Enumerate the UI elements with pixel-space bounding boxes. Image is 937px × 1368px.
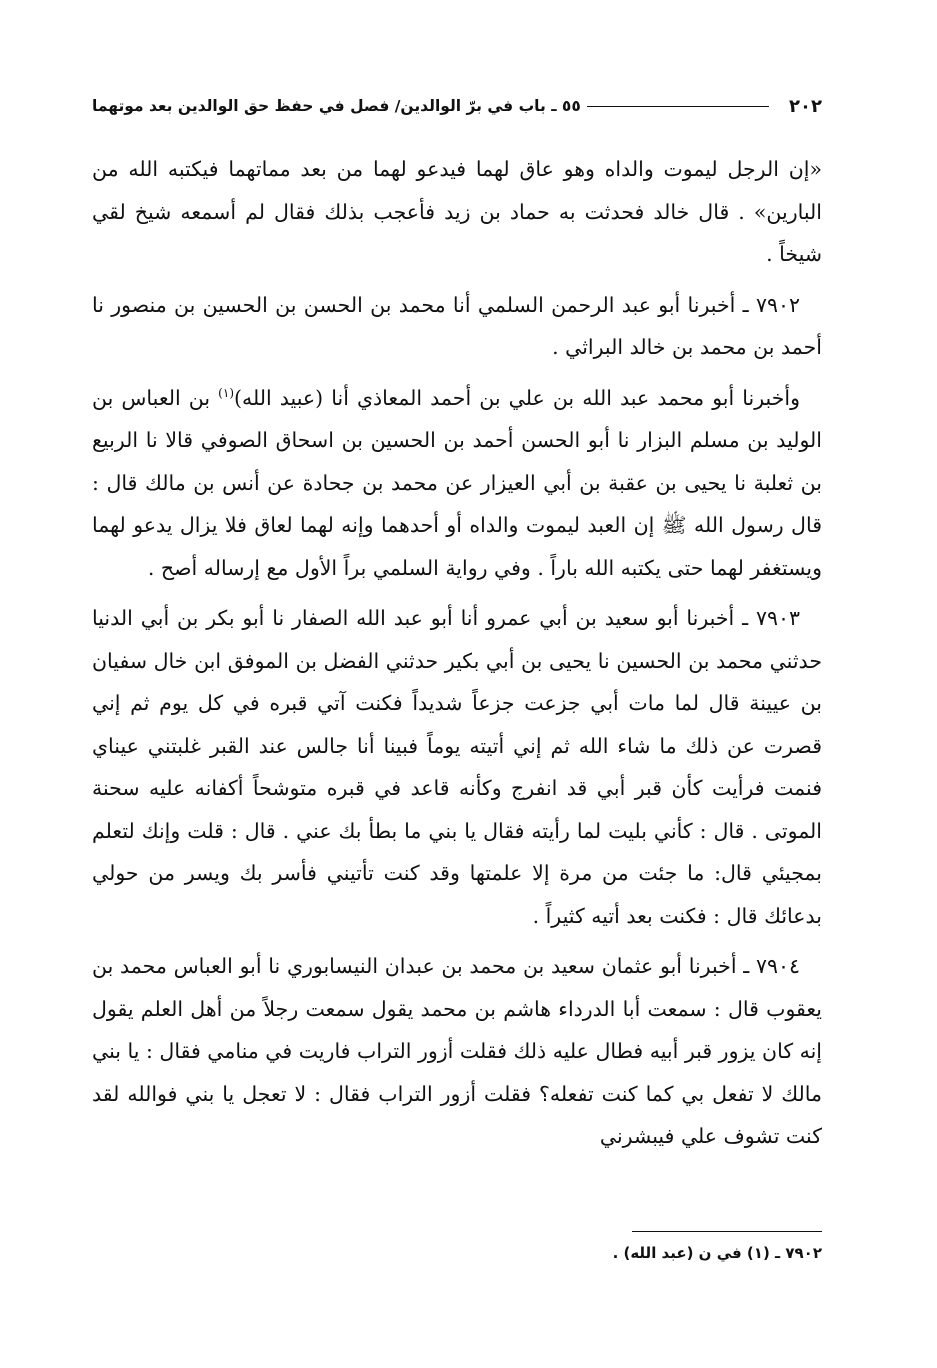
paragraph-second-chain-start: وأخبرنا أبو محمد عبد الله بن علي بن أحمد المعاذي أنا (عبيد الله) <box>234 385 800 410</box>
paragraph-hadith-7903: ٧٩٠٣ ـ أخبرنا أبو سعيد بن أبي عمرو أنا أبو عبد الله الصفار نا أبو بكر بن أبي الدنيا حدثني محمد بن الحسين نا يحيى بن أبي بكير حدثني الفضل بن الموفق ابن خال سفيان بن عيينة قال لما مات أبي جزعت جزعاً شديداً فكنت آتي قبره في كل يوم ثم إني قصرت عن ذلك ما شاء الله ثم إني أتيته يوماً فبينا أنا جالس عند القبر غلبتني عيناي فنمت فرأيت كأن قبر أبي قد انفرج وكأنه قاعد في قبره متوشحاً أكفانه عليه سحنة الموتى . قال : كأني بليت لما رأيته فقال يا بني ما بطأ بك عني . قال : قلت وإنك لتعلم بمجيئي قال: ما جئت من مرة إلا علمتها وقد كنت تأتيني فأسر بك ويسر من حولي بدعائك قال : فكنت بعد أتيه كثيراً . <box>92 606 822 928</box>
body-text <box>92 148 822 1166</box>
book-page <box>92 0 822 1368</box>
page-header <box>92 92 822 120</box>
header-rule <box>587 106 769 107</box>
page-number: ٢٠٢ <box>789 95 822 117</box>
footnote: ٧٩٠٢ ـ (١) في ن (عبد الله) . <box>612 1244 822 1262</box>
paragraph-second-chain-rest: بن العباس بن الوليد بن مسلم البزار نا أبو الحسن أحمد بن الحسين بن اسحاق الصوفي قالا نا الربيع بن ثعلبة نا يحيى بن عقبة بن أبي العيزار عن محمد بن جحادة عن أنس بن مالك قال : قال رسول الله ﷺ إن العبد ليموت والداه أو أحدهما وإنه لهما لعاق فلا يزال يدعو لهما ويستغفر لهما حتى يكتبه الله باراً . وفي رواية السلمي براً الأول مع إرساله أصح . <box>92 385 822 580</box>
footnote-marker: (١) <box>218 385 234 400</box>
paragraph-second-chain <box>92 377 822 590</box>
footnote-rule <box>632 1231 822 1232</box>
paragraph-hadith-7904: ٧٩٠٤ ـ أخبرنا أبو عثمان سعيد بن محمد بن عبدان النيسابوري نا أبو العباس محمد بن يعقوب قال : سمعت أبا الدرداء هاشم بن محمد يقول سمعت رجلاً من أهل العلم يقول إنه كان يزور قبر أبيه فطال عليه ذلك فقلت أزور التراب فاريت في منامي فقال : يا بني مالك لا تفعل بي كما كنت تفعله؟ فقلت أزور التراب فقال : لا تعجل يا بني فوالله لقد كنت تشوف علي فيبشرني <box>92 954 822 1148</box>
running-title: ٥٥ ـ باب في برّ الوالدين/ فصل في حفظ حق الوالدين بعد موتهما <box>92 97 581 115</box>
paragraph-continuation: «إن الرجل ليموت والداه وهو عاق لهما فيدعو لهما من بعد مماتهما فيكتبه الله من البارين» . قال خالد فحدثت به حماد بن زيد فأعجب بذلك فقال لم أسمعه شيخ لقي شيخاً . <box>92 157 822 266</box>
paragraph-hadith-7902: ٧٩٠٢ ـ أخبرنا أبو عبد الرحمن السلمي أنا محمد بن الحسن بن الحسين بن منصور نا أحمد بن محمد بن خالد البراثي . <box>92 292 822 359</box>
